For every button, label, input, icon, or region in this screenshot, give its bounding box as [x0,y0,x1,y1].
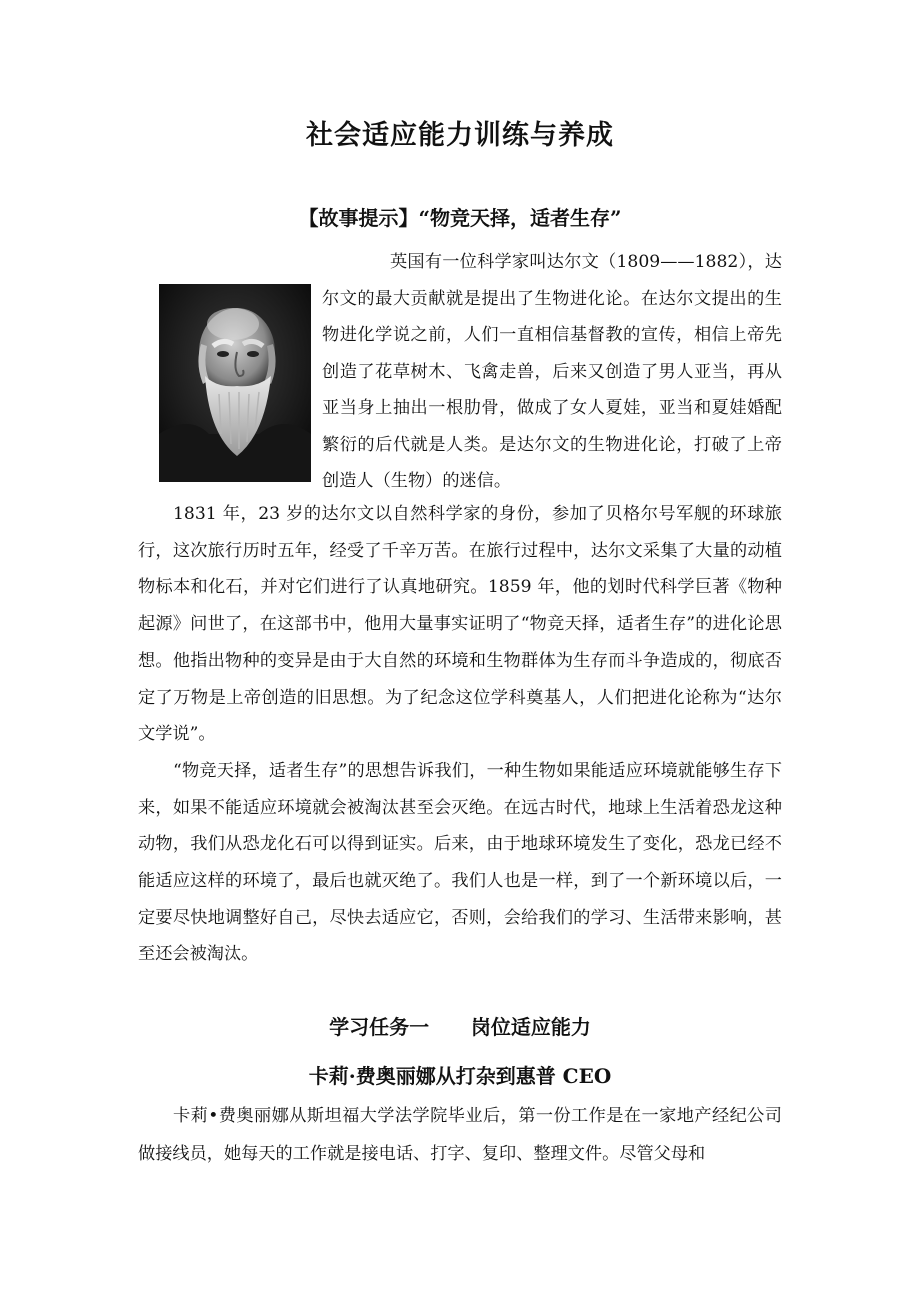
body-paragraphs [138,496,782,973]
darwin-portrait-image [159,284,311,482]
page-title: 社会适应能力训练与养成 [306,120,614,151]
body-paragraph: “物竞天择，适者生存”的思想告诉我们，一种生物如果能适应环境就能够生存下来，如果不能适应环境就会被淘汰甚至会灭绝。在远古时代，地球上生活着恐龙这种动物，我们从恐龙化石可以得到证实。后来，由于地球环境发生了变化，恐龙已经不能适应这样的环境了，最后也就灭绝了。我们人也是一样，到了一个新环境以后，一定要尽快地调整好自己，尽快去适应它，否则，会给我们的学习、生活带来影响，甚至还会被淘汰。 [138,760,782,965]
body-paragraph: 1831 年，23 岁的达尔文以自然科学家的身份，参加了贝格尔号军舰的环球旅行，这次旅行历时五年，经受了千辛万苦。在旅行过程中，达尔文采集了大量的动植物标本和化石，并对它们进行了认真地研究。1859 年，他的划时代科学巨著《物种起源》问世了，在这部书中，他用大量事实证明了“物竞天择，适者生存”的进化论思想。他指出物种的变异是由于大自然的环境和生物群体为生存而斗争造成的，彻底否定了万物是上帝创造的旧思想。为了纪念这位学科奠基人，人们把进化论称为“达尔文学说”。 [138,504,782,745]
body-paragraph: 卡莉•费奥丽娜从斯坦福大学法学院毕业后，第一份工作是在一家地产经纪公司做接线员，她每天的工作就是接电话、打字、复印、整理文件。尽管父母和 [138,1106,782,1164]
story-heading: 【故事提示】“物竞天择，适者生存” [298,206,622,230]
sub-heading: 卡莉·费奥丽娜从打杂到惠普 CEO [308,1064,612,1088]
task-heading: 学习任务一 岗位适应能力 [329,1015,591,1039]
intro-paragraph: 英国有一位科学家叫达尔文（1809——1882），达尔文的最大贡献就是提出了生物进化论。在达尔文提出的生物进化学说之前，人们一直相信基督教的宣传，相信上帝先创造了花草树木、飞禽走兽，后来又创造了男人亚当，再从亚当身上抽出一根肋骨，做成了女人夏娃，亚当和夏娃婚配繁衍的后代就是人类。是达尔文的生物进化论，打破了上帝创造人（生物）的迷信。 [322,252,782,491]
